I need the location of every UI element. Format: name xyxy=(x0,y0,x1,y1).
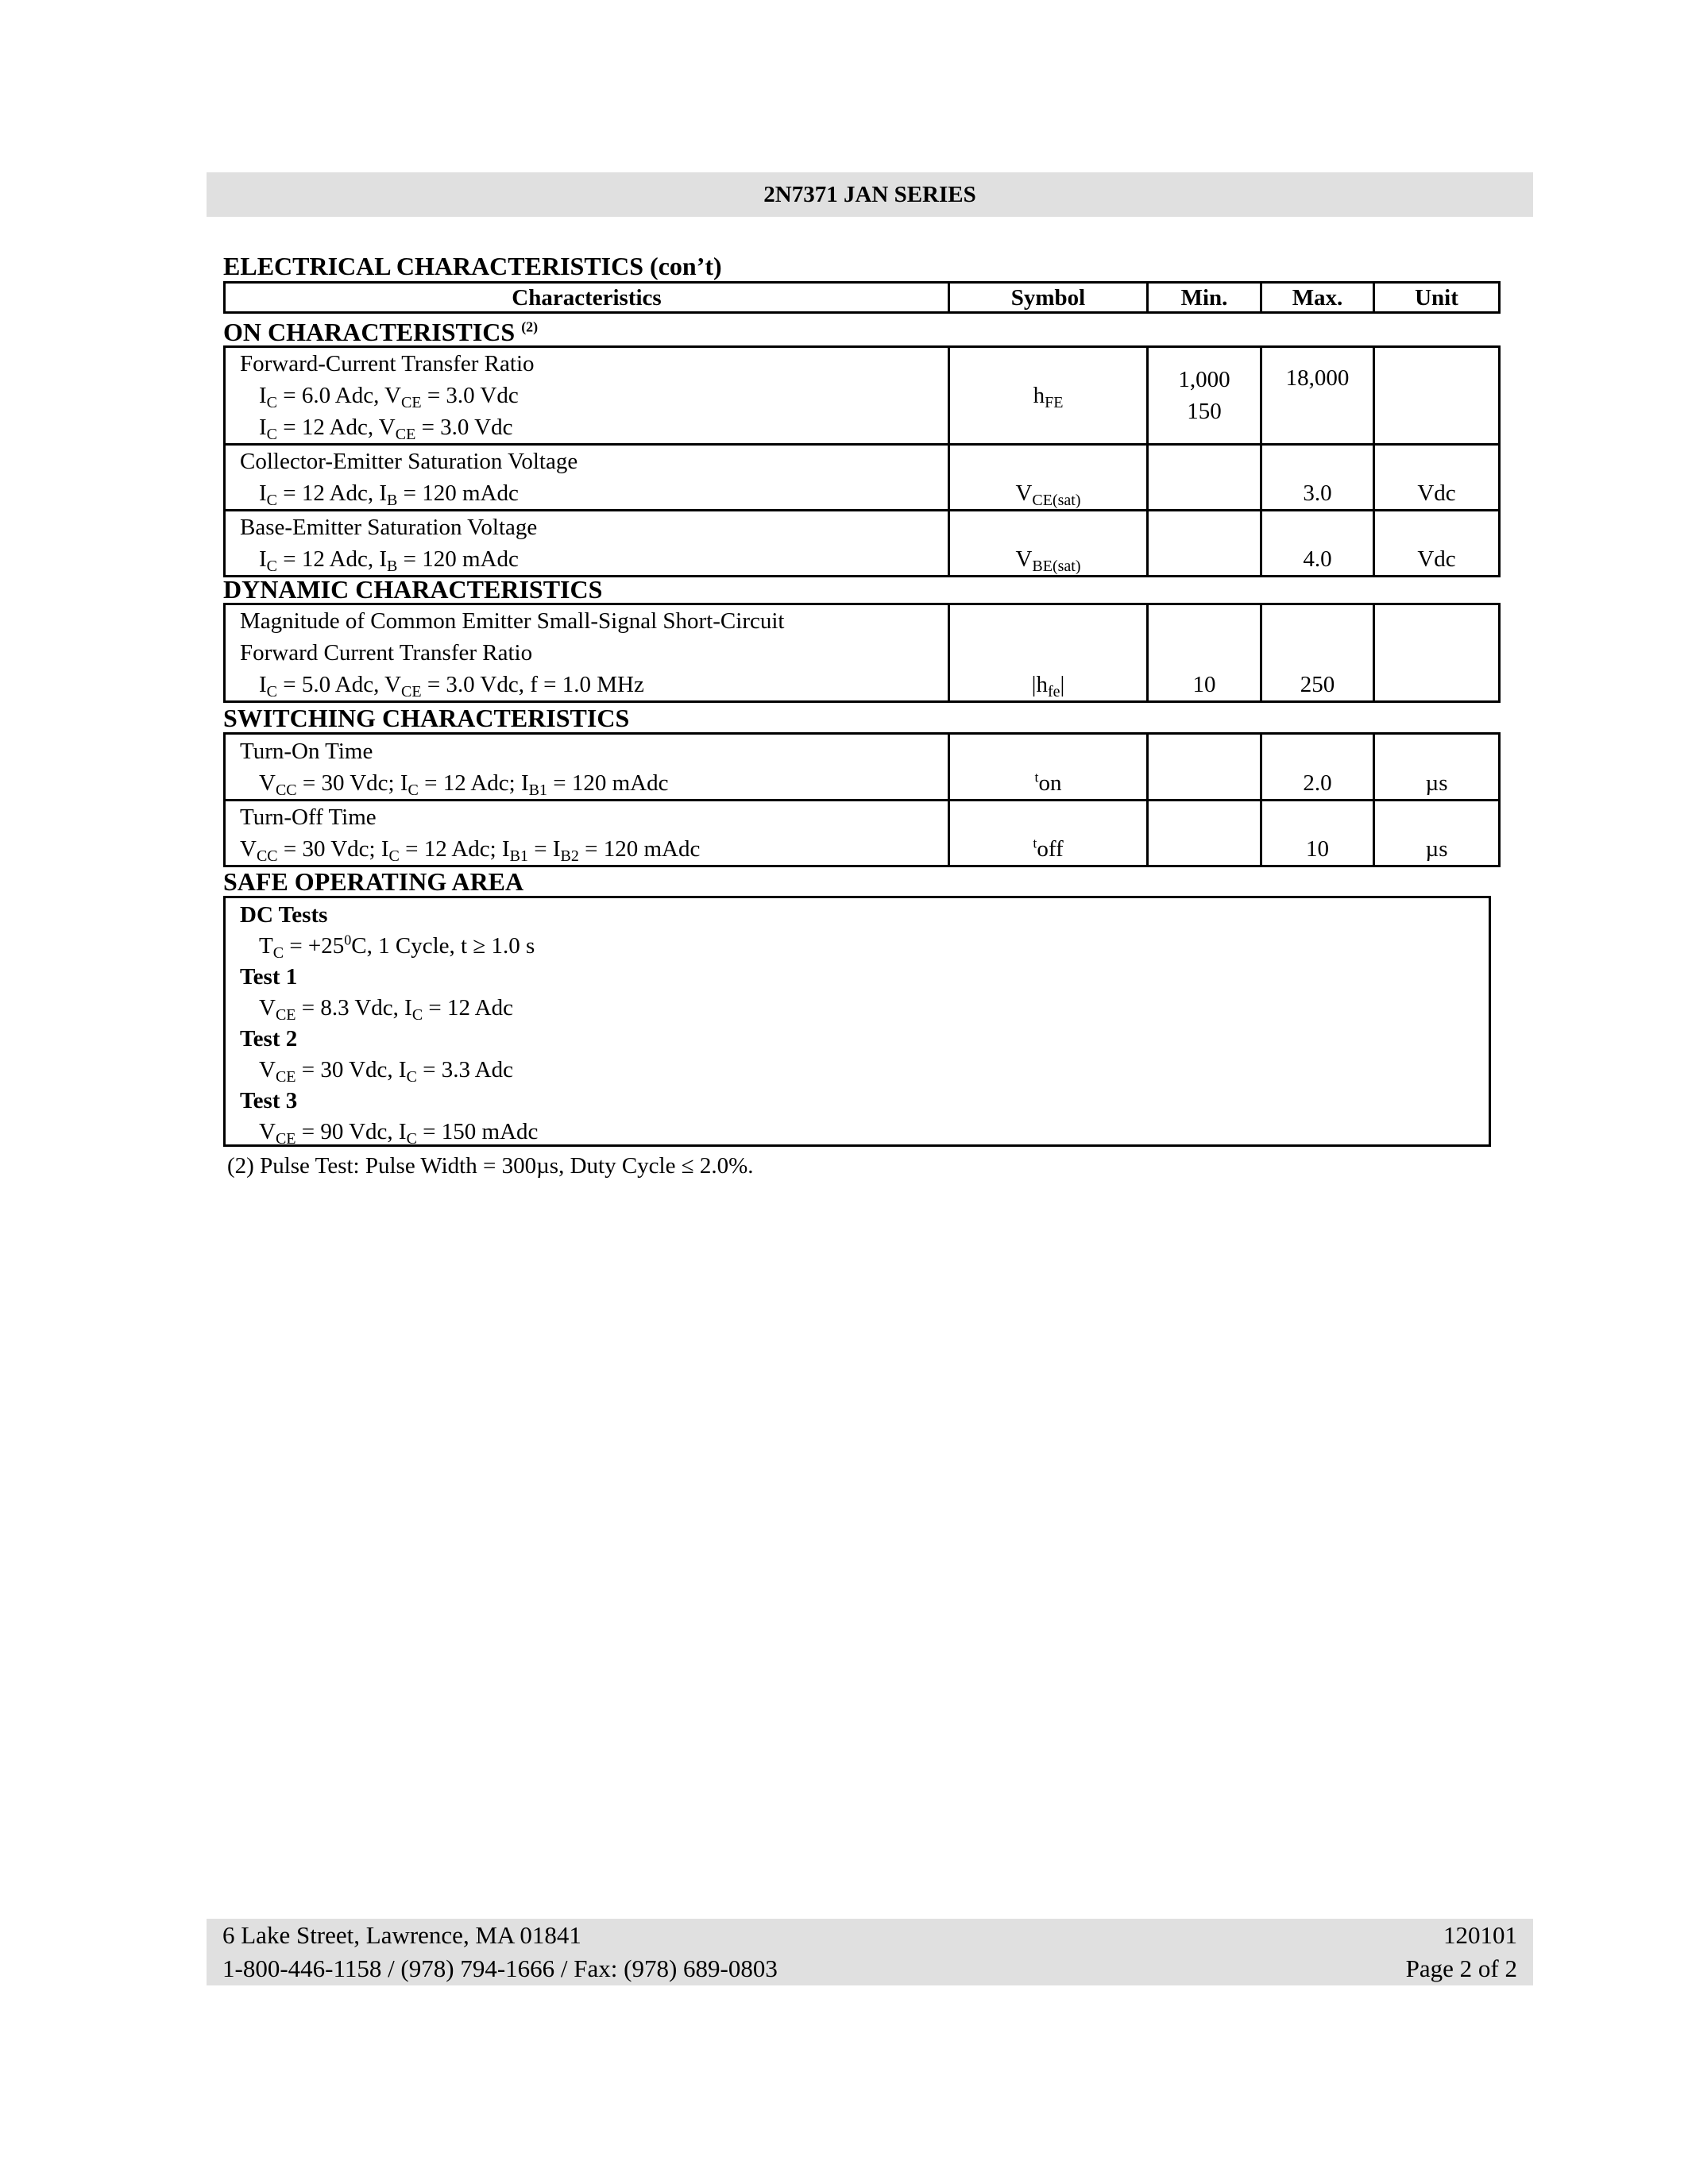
min-value: 1,000 xyxy=(1178,367,1230,392)
max-value: 10 xyxy=(1261,801,1374,866)
dynamic-characteristics-table xyxy=(223,603,1501,703)
section-title: ELECTRICAL CHARACTERISTICS (con’t) xyxy=(223,252,722,280)
safe-operating-area-box xyxy=(223,896,1491,1147)
symbol-hfe-magnitude: $|h_{fe}|$ xyxy=(949,604,1148,702)
footer-page-number: Page 2 of 2 xyxy=(1405,1954,1517,1982)
col-characteristics: Characteristics xyxy=(225,283,949,313)
symbol-vbesat: $V_{BE(sat)}$ xyxy=(949,511,1148,577)
symbol-hfe: $h_{FE}$ xyxy=(949,347,1148,445)
switching-characteristics-table xyxy=(223,732,1501,867)
dynamic-characteristics-title: DYNAMIC CHARACTERISTICS xyxy=(223,575,603,604)
table-row: Turn-Off Time $V_{CC} = 30$ Vdc; $I_C = 12$ Adc; $I_{B1} = I_{B2} = 120$ mAdc $^t$off 10 µs xyxy=(225,801,1500,866)
col-unit: Unit xyxy=(1374,283,1500,313)
test-condition: $V_{CE} = 30$ Vdc, $I_C = 3.3$ Adc xyxy=(259,1057,513,1086)
col-symbol: Symbol xyxy=(949,283,1148,313)
table-row: Base-Emitter Saturation Voltage $I_C = 12$ Adc, $I_B = 120$ mAdc $V_{BE(sat)}$ 4.0 Vdc xyxy=(225,511,1500,577)
dc-condition: $T_C = +25^0C$, 1 Cycle, t ≥ 1.0 s xyxy=(259,932,535,962)
footer-doc-code: 120101 xyxy=(1443,1921,1517,1949)
symbol-ton: $^t$on xyxy=(949,734,1148,801)
footnote: (2) Pulse Test: Pulse Width = 300µs, Duty Cycle ≤ 2.0%. xyxy=(227,1153,754,1179)
on-characteristics-table xyxy=(223,345,1501,577)
test-label: Test 2 xyxy=(240,1026,298,1051)
max-value: 250 xyxy=(1261,604,1374,702)
table-row: Turn-On Time $V_{CC} = 30$ Vdc; $I_C = 12$ Adc; $I_{B1} = 120$ mAdc $^t$on 2.0 µs xyxy=(225,734,1500,801)
page-footer xyxy=(207,1919,1533,1985)
dc-tests-label: DC Tests xyxy=(240,902,328,928)
column-header-table xyxy=(223,281,1501,314)
min-value: 10 xyxy=(1148,604,1261,702)
max-value: 2.0 xyxy=(1261,734,1374,801)
table-row: Magnitude of Common Emitter Small-Signal Short-Circuit Forward Current Transfer Ratio $I_C = 5.0$ Adc, $V_{CE} = 3.0$ Vdc, f = 1.0 MHz $|h_{fe}|$ 10 250 xyxy=(225,604,1500,702)
safe-operating-area-title: SAFE OPERATING AREA xyxy=(223,867,524,896)
test-condition: $V_{CE} = 8.3$ Vdc, $I_C = 12$ Adc xyxy=(259,995,513,1024)
col-min: Min. xyxy=(1148,283,1261,313)
table-row: Collector-Emitter Saturation Voltage $I_C = 12$ Adc, $I_B = 120$ mAdc $V_{CE(sat)}$ 3.0 Vdc xyxy=(225,445,1500,511)
unit-value: µs xyxy=(1374,734,1500,801)
col-max: Max. xyxy=(1261,283,1374,313)
unit-value: Vdc xyxy=(1374,511,1500,577)
unit-value: µs xyxy=(1374,801,1500,866)
on-characteristics-title: ON CHARACTERISTICS $^{(2)}$ xyxy=(223,318,539,346)
unit-value: Vdc xyxy=(1374,445,1500,511)
max-value: 4.0 xyxy=(1261,511,1374,577)
test-label: Test 3 xyxy=(240,1088,298,1113)
footer-phone: 1-800-446-1158 / (978) 794-1666 / Fax: (978) 689-0803 xyxy=(222,1954,778,1982)
footer-address: 6 Lake Street, Lawrence, MA 01841 xyxy=(222,1921,581,1949)
test-label: Test 1 xyxy=(240,964,298,990)
switching-characteristics-title: SWITCHING CHARACTERISTICS xyxy=(223,704,630,732)
header-title: 2N7371 JAN SERIES xyxy=(763,181,976,207)
max-value: 3.0 xyxy=(1261,445,1374,511)
symbol-vcesat: $V_{CE(sat)}$ xyxy=(949,445,1148,511)
min-value: 150 xyxy=(1187,399,1222,424)
table-row: Forward-Current Transfer Ratio $I_C = 6.0$ Adc, $V_{CE} = 3.0$ Vdc $I_C = 12$ Adc, $V_{CE} = 3.0$ Vdc $h_{FE}$ 1,000 150 18,000 xyxy=(225,347,1500,445)
symbol-toff: $^t$off xyxy=(949,801,1148,866)
test-condition: $V_{CE} = 90$ Vdc, $I_C = 150$ mAdc xyxy=(259,1119,539,1148)
page-header xyxy=(207,172,1533,217)
max-value: 18,000 xyxy=(1261,347,1374,445)
